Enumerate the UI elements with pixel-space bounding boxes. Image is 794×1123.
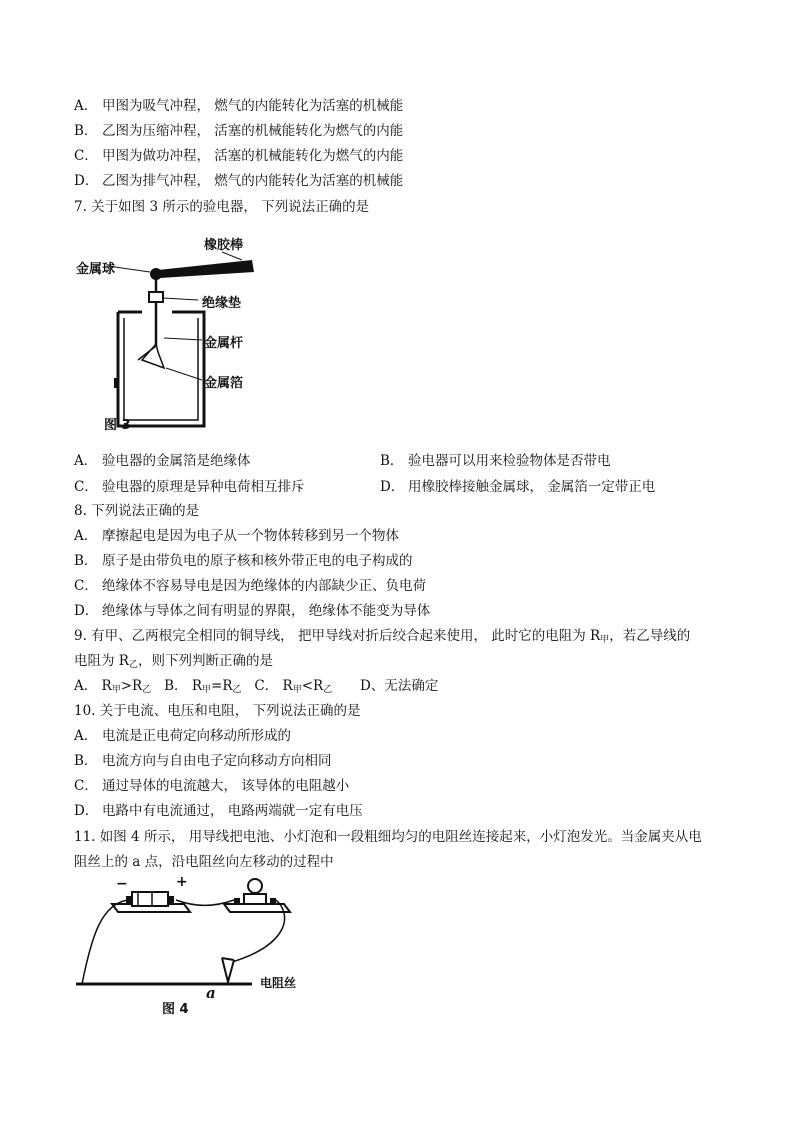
q10-option-b: B． 电流方向与自由电子定向移动方向相同	[74, 753, 332, 769]
q11-stem-line2: 阻丝上的 a 点，沿电阻丝向左移动的过程中	[74, 854, 334, 870]
q7-option-a: A． 验电器的金属箔是绝缘体	[74, 453, 251, 469]
resistance-wire-label: 电阻丝	[260, 976, 297, 990]
q9-option-c: C． $R_甲<R_乙$	[254, 678, 333, 695]
q9-stem-line2: 电阻为 $R_乙$，则下列判断正确的是	[74, 653, 273, 670]
q8-option-a: A． 摩擦起电是因为电子从一个物体转移到另一个物体	[74, 528, 399, 544]
q9-option-a: A． $R_甲>R_乙$	[74, 678, 152, 695]
q7-options-row2	[74, 478, 714, 496]
q11-stem-line1: 11. 如图 4 所示， 用导线把电池、小灯泡和一段粗细均匀的电阻丝连接起来，小灯泡发光。当金属夹从电	[74, 829, 702, 845]
q7-option-c: C． 验电器的原理是异种电荷相互排斥	[74, 479, 305, 495]
q9-option-d: D、无法确定	[360, 678, 439, 694]
q7-option-d: D． 用橡胶棒接触金属球， 金属箔一定带正电	[380, 479, 656, 495]
q8-option-d: D． 绝缘体与导体之间有明显的界限， 绝缘体不能变为导体	[74, 603, 431, 619]
circuit-figure	[72, 874, 332, 1024]
figure-3-caption: 图 3	[104, 418, 131, 433]
point-a-label: a	[206, 984, 216, 1002]
circuit-drawing	[72, 874, 332, 1024]
q6-option-b: B． 乙图为压缩冲程， 活塞的机械能转化为燃气的内能	[74, 123, 404, 139]
q9-stem-line1: 9. 有甲、乙两根完全相同的铜导线， 把甲导线对折后绞合起来使用， 此时它的电阻为 $R_甲$，若乙导线的	[74, 628, 691, 645]
label-metal-bar: 金属杆	[204, 336, 244, 351]
label-rubber-rod: 橡胶棒	[204, 238, 244, 253]
q10-option-a: A． 电流是正电荷定向移动所形成的	[74, 728, 291, 744]
q9-options	[74, 677, 439, 699]
label-insulating-pad: 绝缘垫	[202, 296, 242, 311]
q7-options-row1	[74, 452, 714, 470]
q10-stem: 10. 关于电流、电压和电阻， 下列说法正确的是	[74, 703, 361, 719]
q7-option-b: B． 验电器可以用来检验物体是否带电	[380, 453, 611, 469]
battery-negative-label: −	[116, 876, 128, 892]
q10-option-d: D． 电路中有电流通过， 电路两端就一定有电压	[74, 803, 363, 819]
q7-stem: 7. 关于如图 3 所示的验电器， 下列说法正确的是	[74, 199, 370, 215]
battery-positive-label: +	[176, 874, 188, 890]
q8-option-b: B． 原子是由带负电的原子核和核外带正电的电子构成的	[74, 553, 413, 569]
figure-4-caption: 图 4	[162, 1002, 189, 1017]
q8-stem: 8. 下列说法正确的是	[74, 503, 200, 519]
q6-option-c: C． 甲图为做功冲程， 活塞的机械能转化为燃气的内能	[74, 148, 404, 164]
q6-option-d: D． 乙图为排气冲程， 燃气的内能转化为活塞的机械能	[74, 173, 404, 189]
q6-option-a: A． 甲图为吸气冲程， 燃气的内能转化为活塞的机械能	[74, 98, 404, 114]
label-metal-ball: 金属球	[76, 262, 116, 277]
label-metal-foil: 金属箔	[204, 376, 244, 391]
q9-option-b: B． $R_甲=R_乙$	[164, 678, 242, 695]
q10-option-c: C． 通过导体的电流越大， 该导体的电阻越小	[74, 778, 350, 794]
q8-option-c: C． 绝缘体不容易导电是因为绝缘体的内部缺少正、负电荷	[74, 578, 426, 594]
electroscope-figure	[72, 228, 282, 438]
